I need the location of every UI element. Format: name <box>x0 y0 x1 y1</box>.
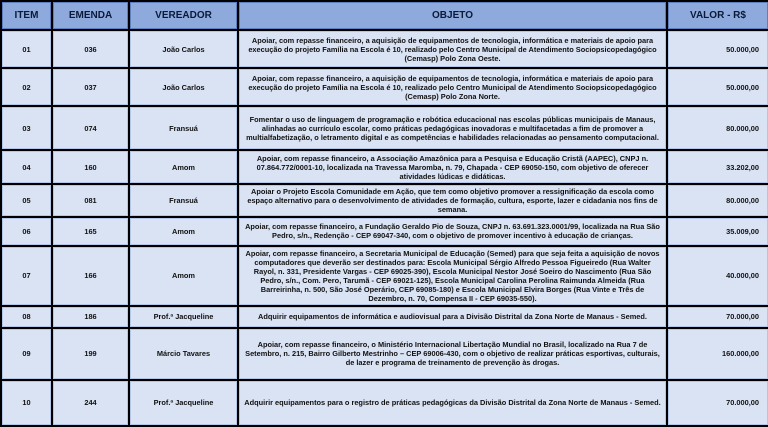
header-row <box>2 2 768 29</box>
cell-objeto: Apoiar, com repasse financeiro, a aquisição de equipamentos de tecnologia, informática e materiais de apoio para execução do projeto Família na Escola é 10, realizado pelo Centro Municipal de Atendimento Sociopsicopedagógico (Cemasp) Polo Zona Oeste. <box>239 31 666 67</box>
cell-vereador: João Carlos <box>130 69 237 105</box>
cell-emenda: 186 <box>53 307 128 327</box>
header-vereador: VEREADOR <box>130 2 237 29</box>
cell-emenda: 036 <box>53 31 128 67</box>
cell-emenda: 160 <box>53 151 128 183</box>
table-row <box>2 185 768 216</box>
table-row <box>2 69 768 105</box>
cell-valor: 70.000,00 <box>668 307 768 327</box>
cell-valor: 70.000,00 <box>668 381 768 425</box>
cell-valor: 80.000,00 <box>668 107 768 149</box>
cell-objeto: Adquirir equipamentos para o registro de práticas pedagógicas da Divisão Distrital da Zona Norte de Manaus - Semed. <box>239 381 666 425</box>
cell-vereador: Amom <box>130 151 237 183</box>
cell-item: 01 <box>2 31 51 67</box>
cell-emenda: 199 <box>53 329 128 379</box>
table-row <box>2 307 768 327</box>
table-row <box>2 107 768 149</box>
cell-vereador: Fransuá <box>130 107 237 149</box>
cell-item: 04 <box>2 151 51 183</box>
cell-valor: 40.000,00 <box>668 247 768 305</box>
cell-valor: 50.000,00 <box>668 69 768 105</box>
cell-emenda: 166 <box>53 247 128 305</box>
cell-vereador: Márcio Tavares <box>130 329 237 379</box>
cell-emenda: 081 <box>53 185 128 216</box>
cell-objeto: Apoiar, com repasse financeiro, o Ministério Internacional Libertação Mundial no Brasil, localizado na Rua 7 de Setembro, n. 215, Bairro Gilberto Mestrinho – CEP 69006-430, com o objetivo de realizar práticas esportivas, culturais, de lazer e programa de treinamento de prevenção às drogas. <box>239 329 666 379</box>
cell-objeto: Apoiar, com repasse financeiro, a Fundação Geraldo Pio de Souza, CNPJ n. 63.691.323.0001/99, localizada na Rua São Pedro, s/n., Redenção - CEP 69047-340, com o objetivo de promover incentivo à educação de crianças. <box>239 218 666 244</box>
cell-valor: 35.009,00 <box>668 218 768 244</box>
cell-vereador: João Carlos <box>130 31 237 67</box>
cell-objeto: Apoiar, com repasse financeiro, a Secretaria Municipal de Educação (Semed) para que seja feita a aquisição de novos computadores que deverão ser destinados para: Escola Municipal Sérgio Alfredo Pessoa Figueiredo (Rua Walter Rayol, n. 331, Presidente Vargas - CEP 69025-390), Escola Municipal Nestor José Soeiro do Nascimento (Rua São Pedro, s/n., Com. Pero, Tarumã - CEP 69021-125), Escola Municipal Carolina Perolina Raimunda Almeida (Rua Barreirinha, n. 500, São José Operário, CEP 69085-180) e Escola Municipal Elvira Borges (Rua Vinte e Três de Dezembro, n. 70, Compensa II - CEP 69035-550). <box>239 247 666 305</box>
cell-emenda: 037 <box>53 69 128 105</box>
header-item: ITEM <box>2 2 51 29</box>
cell-item: 07 <box>2 247 51 305</box>
header-objeto: OBJETO <box>239 2 666 29</box>
cell-vereador: Fransuá <box>130 185 237 216</box>
cell-item: 02 <box>2 69 51 105</box>
table-row <box>2 329 768 379</box>
cell-vereador: Amom <box>130 247 237 305</box>
table-row <box>2 218 768 244</box>
cell-emenda: 165 <box>53 218 128 244</box>
cell-vereador: Prof.ª Jacqueline <box>130 381 237 425</box>
table-row <box>2 31 768 67</box>
cell-objeto: Fomentar o uso de linguagem de programação e robótica educacional nas escolas públicas municipais de Manaus, alinhadas ao currículo escolar, como práticas pedagógicas inovadoras e multifacetadas a fim de promover a multialfabetização, o letramento digital e as competências e habilidades relacionadas ao pensamento computacional. <box>239 107 666 149</box>
cell-emenda: 074 <box>53 107 128 149</box>
cell-item: 09 <box>2 329 51 379</box>
cell-objeto: Apoiar, com repasse financeiro, a aquisição de equipamentos de tecnologia, informática e materiais de apoio para execução do projeto Família na Escola é 10, realizado pelo Centro Municipal de Atendimento Sociopsicopedagógico (Cemasp) Polo Zona Norte. <box>239 69 666 105</box>
header-emenda: EMENDA <box>53 2 128 29</box>
cell-vereador: Amom <box>130 218 237 244</box>
cell-objeto: Apoiar o Projeto Escola Comunidade em Ação, que tem como objetivo promover a ressignificação da escola como espaço alternativo para o desenvolvimento de atividades de formação, cultura, esporte, lazer e cidadania nos fins de semana. <box>239 185 666 216</box>
cell-item: 10 <box>2 381 51 425</box>
cell-item: 05 <box>2 185 51 216</box>
cell-emenda: 244 <box>53 381 128 425</box>
cell-valor: 80.000,00 <box>668 185 768 216</box>
cell-objeto: Adquirir equipamentos de informática e audiovisual para a Divisão Distrital da Zona Norte de Manaus - Semed. <box>239 307 666 327</box>
cell-objeto: Apoiar, com repasse financeiro, a Associação Amazônica para a Pesquisa e Educação Cristã (AAPEC), CNPJ n. 07.864.772/0001-10, localizada na Travessa Maromba, n. 79, Chapada - CEP 69050-150, com objetivo de oferecer atividades lúdicas e didáticas. <box>239 151 666 183</box>
cell-vereador: Prof.ª Jacqueline <box>130 307 237 327</box>
table-row <box>2 247 768 305</box>
cell-valor: 33.202,00 <box>668 151 768 183</box>
cell-item: 06 <box>2 218 51 244</box>
table-row <box>2 381 768 425</box>
header-valor: VALOR - R$ <box>668 2 768 29</box>
cell-item: 03 <box>2 107 51 149</box>
cell-valor: 160.000,00 <box>668 329 768 379</box>
table-row <box>2 151 768 183</box>
cell-item: 08 <box>2 307 51 327</box>
cell-valor: 50.000,00 <box>668 31 768 67</box>
